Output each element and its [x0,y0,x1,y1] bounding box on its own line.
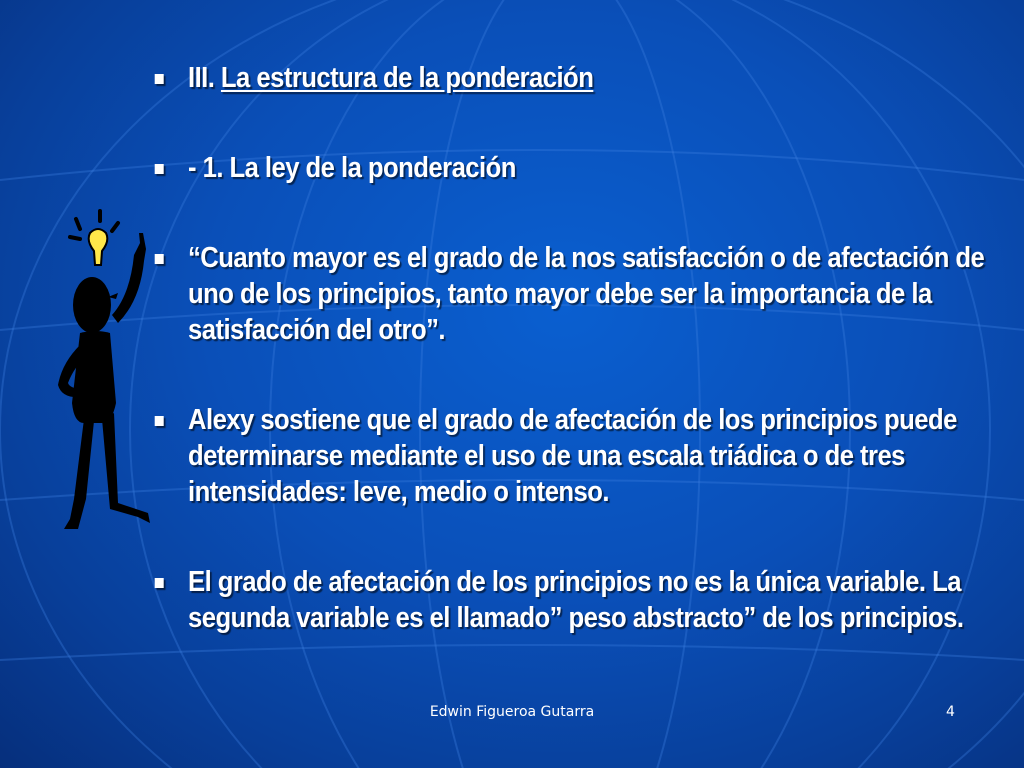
bullet-marker-icon [155,74,164,84]
bullet-item-law-heading [152,150,998,186]
bullet-marker-icon [155,578,164,588]
slide-page-number: 4 [946,704,955,720]
bullet-item-section-title [152,60,998,96]
section-number: III. [188,62,221,94]
bullet-text: El grado de afectación de los principios no es la única variable. La segunda variable es el llamado” peso abstracto” de los principios. [188,566,964,634]
bullet-marker-icon [155,416,164,426]
bullet-text: Alexy sostiene que el grado de afectación de los principios puede determinarse mediante el uso de una escala triádica o de tres intensidades: leve, medio o intenso. [188,404,957,508]
section-title-link[interactable]: La estructura de la ponderación [220,62,594,94]
bullet-item-variables [152,564,998,636]
bullet-marker-icon [155,164,164,174]
bullet-item-alexy [152,402,998,510]
idea-stick-figure-icon [50,205,160,550]
bullet-list [152,60,1002,636]
bullet-text: - 1. La ley de la ponderación [188,152,516,184]
bullet-item-quote [152,240,998,348]
slide-footer-author: Edwin Figueroa Gutarra [429,704,595,720]
bullet-text: “Cuanto mayor es el grado de la nos satisfacción o de afectación de uno de los principios, tanto mayor debe ser la importancia de la satisfacción del otro”. [188,242,985,346]
bullet-marker-icon [155,254,164,264]
